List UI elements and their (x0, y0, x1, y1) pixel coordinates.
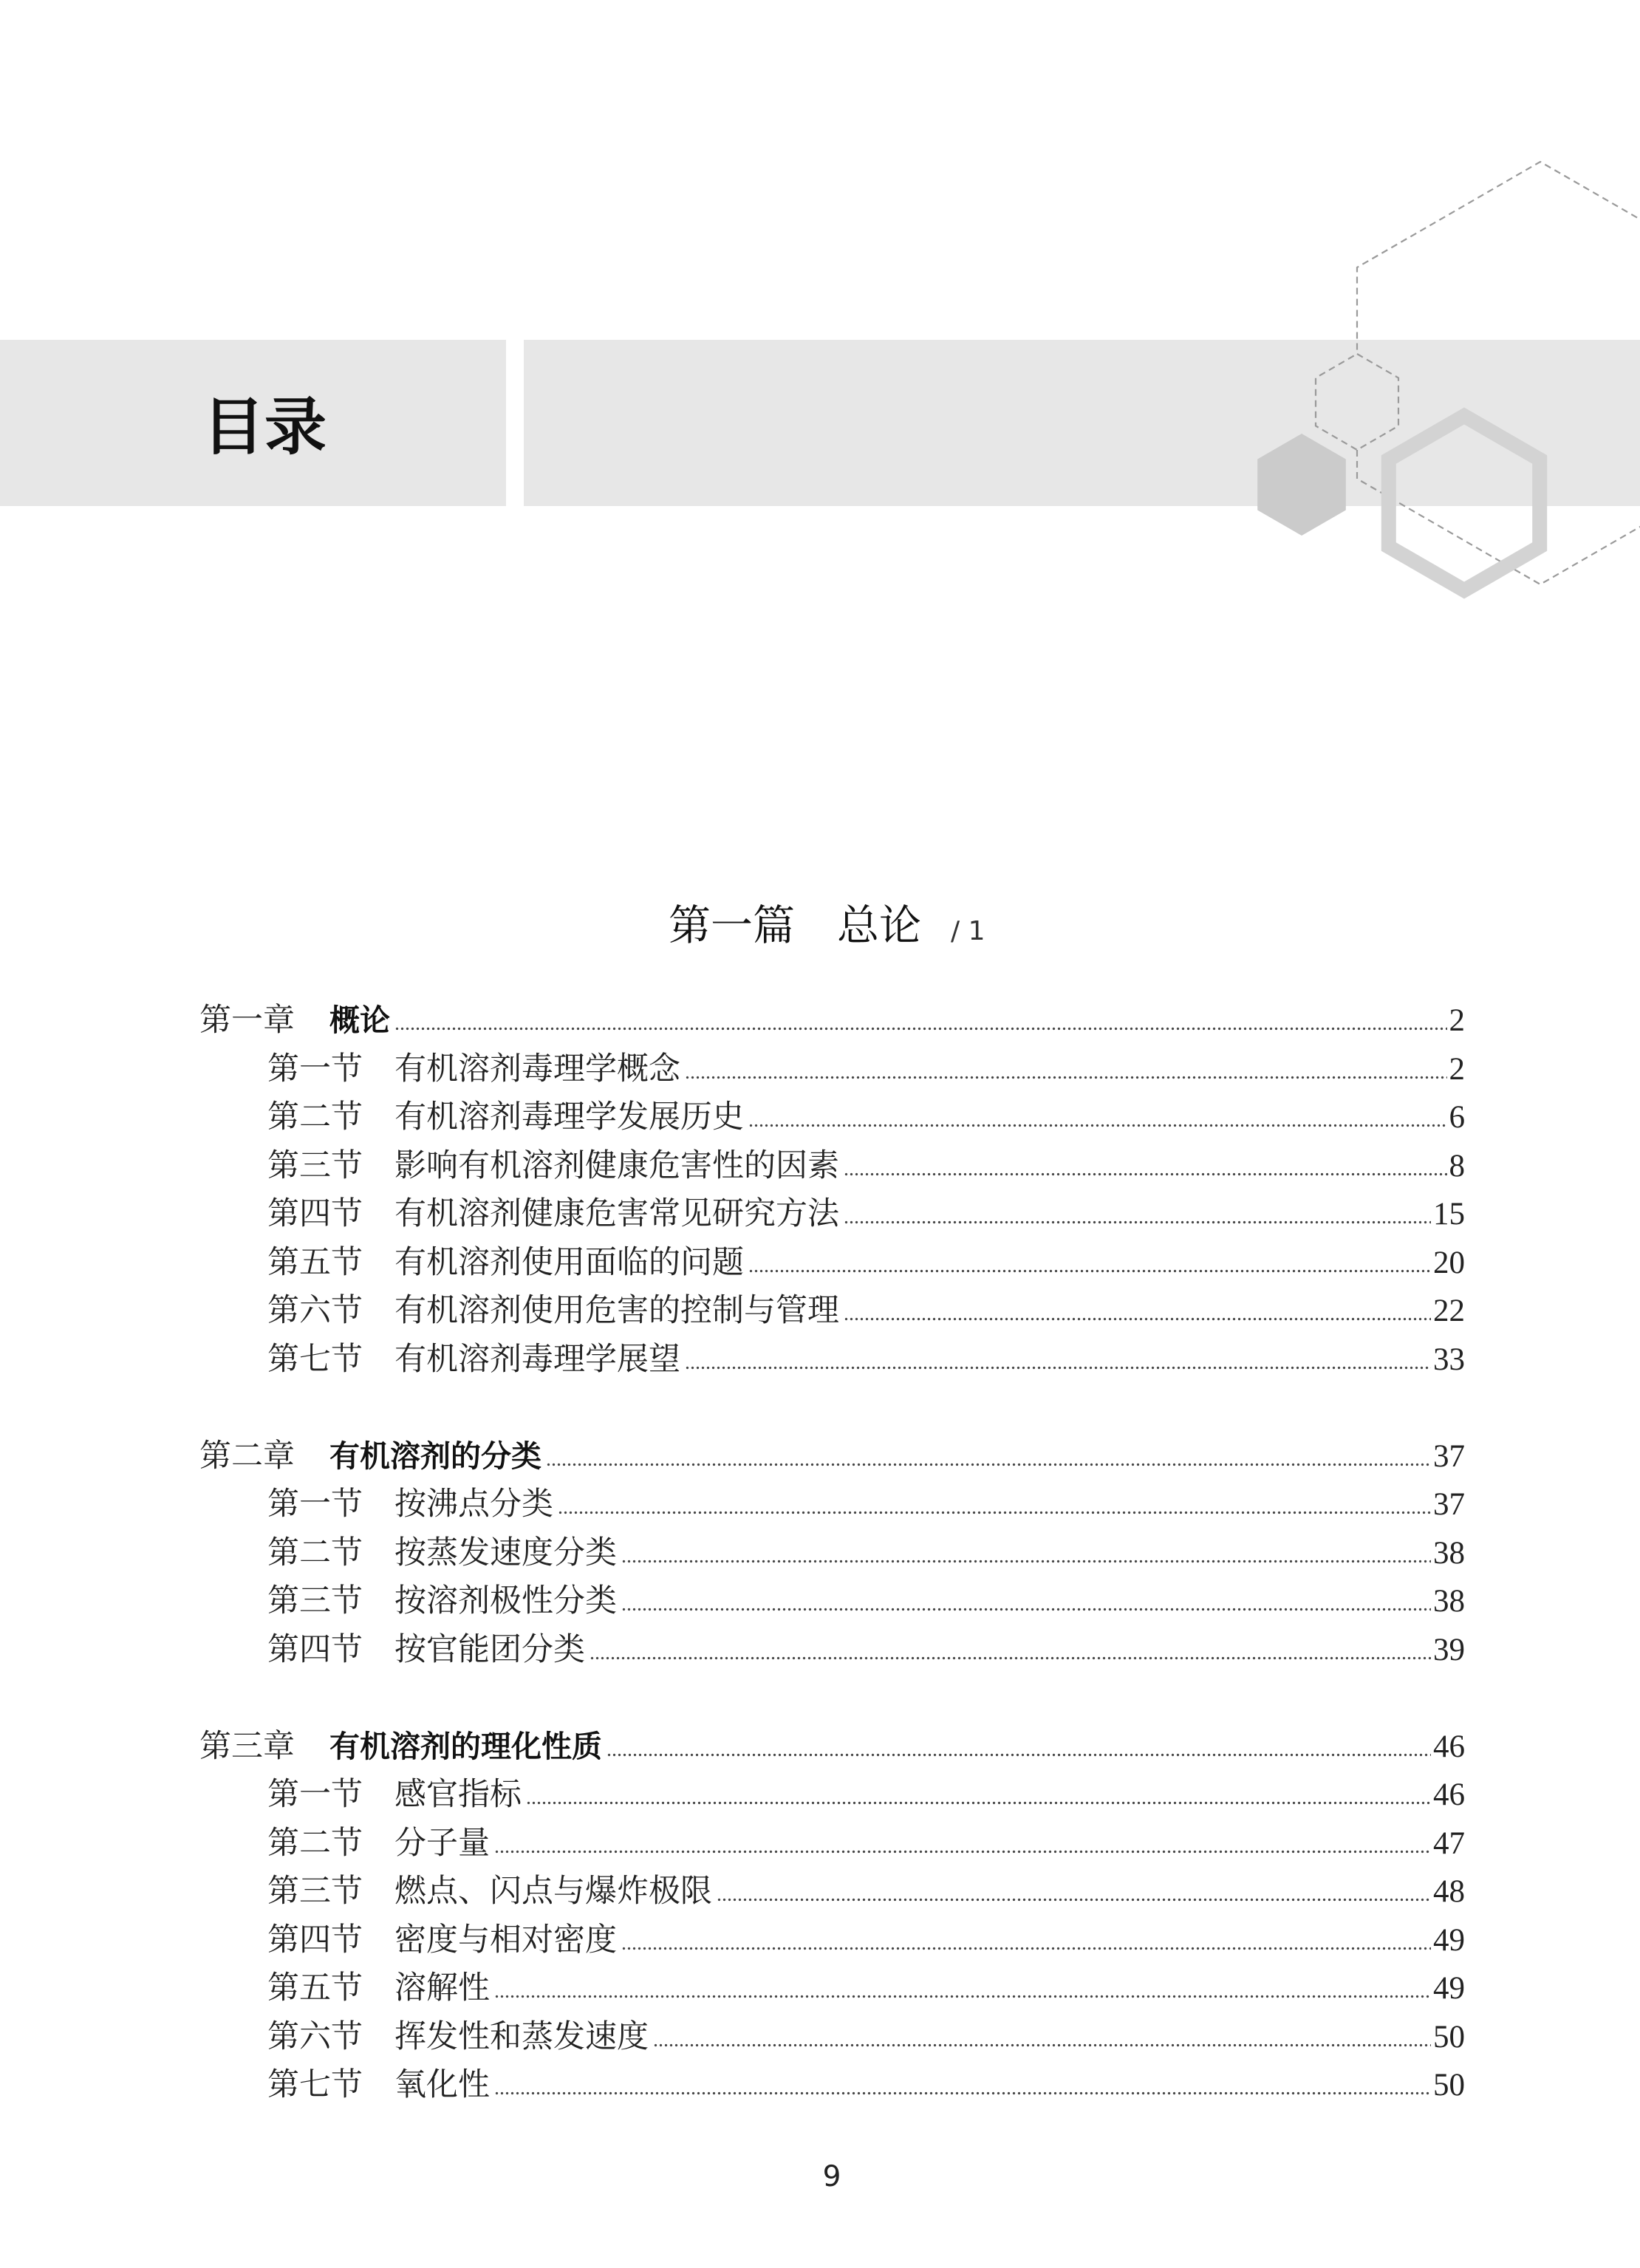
section-label: 第一节 (267, 1051, 363, 1087)
section-title: 有机溶剂使用面临的问题 (394, 1245, 744, 1280)
dot-leader (394, 1027, 1447, 1031)
dot-leader (653, 2043, 1431, 2047)
section-page-number: 15 (1433, 1197, 1465, 1232)
section-page-number: 50 (1433, 2019, 1465, 2054)
section-title: 溶解性 (394, 1971, 490, 2006)
section-page-number: 38 (1433, 1535, 1465, 1571)
page-number: 9 (822, 2160, 841, 2193)
section-title: 按官能团分类 (394, 1632, 585, 1667)
section-entry (267, 1771, 1465, 1820)
dot-leader (685, 1366, 1431, 1370)
dot-leader (607, 1753, 1431, 1757)
section-entry (267, 1287, 1465, 1336)
large-dashed-hexagon (1357, 162, 1640, 584)
section-page-number: 20 (1433, 1245, 1465, 1280)
section-entry (267, 2013, 1465, 2062)
chapter-label: 第二章 (199, 1438, 295, 1474)
chapter-title: 有机溶剂的理化性质 (329, 1728, 602, 1764)
section-title: 按溶剂极性分类 (394, 1584, 617, 1619)
section-page-number: 38 (1433, 1584, 1465, 1619)
part-heading (669, 903, 985, 959)
hexagon-decoration (0, 0, 1640, 606)
section-entry (267, 1964, 1465, 2013)
section-title: 有机溶剂毒理学展望 (394, 1342, 680, 1377)
part-title: 第一篇 总论 (669, 901, 921, 950)
dot-leader (494, 1995, 1431, 1998)
section-label: 第三节 (267, 1148, 363, 1183)
dot-leader (526, 1801, 1431, 1805)
section-page-number: 33 (1433, 1342, 1465, 1377)
section-label: 第二节 (267, 1825, 363, 1861)
part-page: / 1 (951, 916, 985, 946)
dot-leader (844, 1220, 1431, 1224)
section-page-number: 22 (1433, 1294, 1465, 1328)
table-of-contents (0, 997, 1640, 2110)
section-page-number: 49 (1433, 1922, 1465, 1958)
section-title: 感官指标 (394, 1777, 522, 1812)
toc-heading: 目录 (202, 391, 327, 463)
dot-leader (844, 1317, 1431, 1321)
section-entry (267, 1142, 1465, 1191)
section-page-number: 46 (1433, 1777, 1465, 1812)
section-page-number: 49 (1433, 1971, 1465, 2006)
section-entry (267, 1045, 1465, 1094)
dot-leader (494, 1850, 1431, 1854)
section-title: 按蒸发速度分类 (394, 1535, 617, 1571)
section-title: 密度与相对密度 (394, 1922, 617, 1958)
section-label: 第三节 (267, 1584, 363, 1619)
dot-leader (748, 1124, 1447, 1127)
chapter-page-number: 2 (1449, 1003, 1465, 1038)
section-entry (267, 1820, 1465, 1868)
chapter-entry (199, 997, 1465, 1045)
section-label: 第四节 (267, 1922, 363, 1958)
section-title: 有机溶剂毒理学发展历史 (394, 1100, 744, 1135)
section-title: 挥发性和蒸发速度 (394, 2019, 649, 2054)
section-label: 第七节 (267, 2068, 363, 2103)
section-label: 第四节 (267, 1197, 363, 1232)
section-title: 氧化性 (394, 2068, 490, 2103)
chapter-page-number: 37 (1433, 1438, 1465, 1474)
dot-leader (748, 1269, 1431, 1273)
dot-leader (844, 1172, 1447, 1176)
section-label: 第七节 (267, 1342, 363, 1377)
section-entry (267, 1626, 1465, 1675)
dot-leader (621, 1560, 1431, 1563)
dot-leader (717, 1898, 1431, 1902)
section-entry (267, 1529, 1465, 1578)
dot-leader (590, 1656, 1431, 1660)
dot-leader (558, 1511, 1431, 1514)
section-title: 有机溶剂毒理学概念 (394, 1051, 680, 1087)
chapter-title: 有机溶剂的分类 (329, 1438, 541, 1474)
section-entry (267, 1190, 1465, 1239)
section-label: 第五节 (267, 1245, 363, 1280)
dot-leader (621, 1608, 1431, 1611)
small-dashed-hexagon (1316, 354, 1398, 450)
section-title: 按沸点分类 (394, 1487, 553, 1522)
dot-leader (546, 1463, 1431, 1466)
section-page-number: 39 (1433, 1632, 1465, 1667)
chapter-spacer (0, 1674, 1640, 1723)
section-label: 第一节 (267, 1777, 363, 1812)
section-label: 第五节 (267, 1971, 363, 2006)
section-entry (267, 1916, 1465, 1965)
section-title: 有机溶剂使用危害的控制与管理 (394, 1294, 839, 1328)
section-page-number: 37 (1433, 1487, 1465, 1522)
section-title: 影响有机溶剂健康危害性的因素 (394, 1148, 839, 1183)
section-label: 第四节 (267, 1632, 363, 1667)
section-entry (267, 1480, 1465, 1529)
section-label: 第一节 (267, 1487, 363, 1522)
section-label: 第六节 (267, 1294, 363, 1328)
section-entry (267, 2061, 1465, 2110)
section-label: 第二节 (267, 1100, 363, 1135)
section-page-number: 6 (1449, 1100, 1465, 1135)
section-label: 第二节 (267, 1535, 363, 1571)
section-label: 第六节 (267, 2019, 363, 2054)
chapter-page-number: 46 (1433, 1729, 1465, 1764)
section-page-number: 47 (1433, 1825, 1465, 1861)
chapter-spacer (0, 1384, 1640, 1432)
chapter-entry (199, 1432, 1465, 1481)
section-entry (267, 1868, 1465, 1916)
section-entry (267, 1336, 1465, 1384)
filled-gray-hexagon (1257, 434, 1346, 536)
chapter-title: 概论 (329, 1003, 390, 1038)
section-entry (267, 1093, 1465, 1142)
chapter-entry (199, 1723, 1465, 1772)
dot-leader (494, 2091, 1431, 2095)
chapter-label: 第一章 (199, 1003, 295, 1038)
section-title: 分子量 (394, 1825, 490, 1861)
section-page-number: 2 (1449, 1051, 1465, 1087)
section-title: 有机溶剂健康危害常见研究方法 (394, 1197, 839, 1232)
section-title: 燃点、闪点与爆炸极限 (394, 1874, 712, 1909)
dot-leader (685, 1076, 1447, 1079)
chapter-label: 第三章 (199, 1729, 295, 1764)
section-page-number: 8 (1449, 1148, 1465, 1183)
section-entry (267, 1239, 1465, 1288)
outline-hexagon (1389, 416, 1540, 590)
section-entry (267, 1577, 1465, 1626)
dot-leader (621, 1947, 1431, 1950)
section-page-number: 50 (1433, 2068, 1465, 2103)
section-label: 第三节 (267, 1874, 363, 1909)
section-page-number: 48 (1433, 1874, 1465, 1909)
